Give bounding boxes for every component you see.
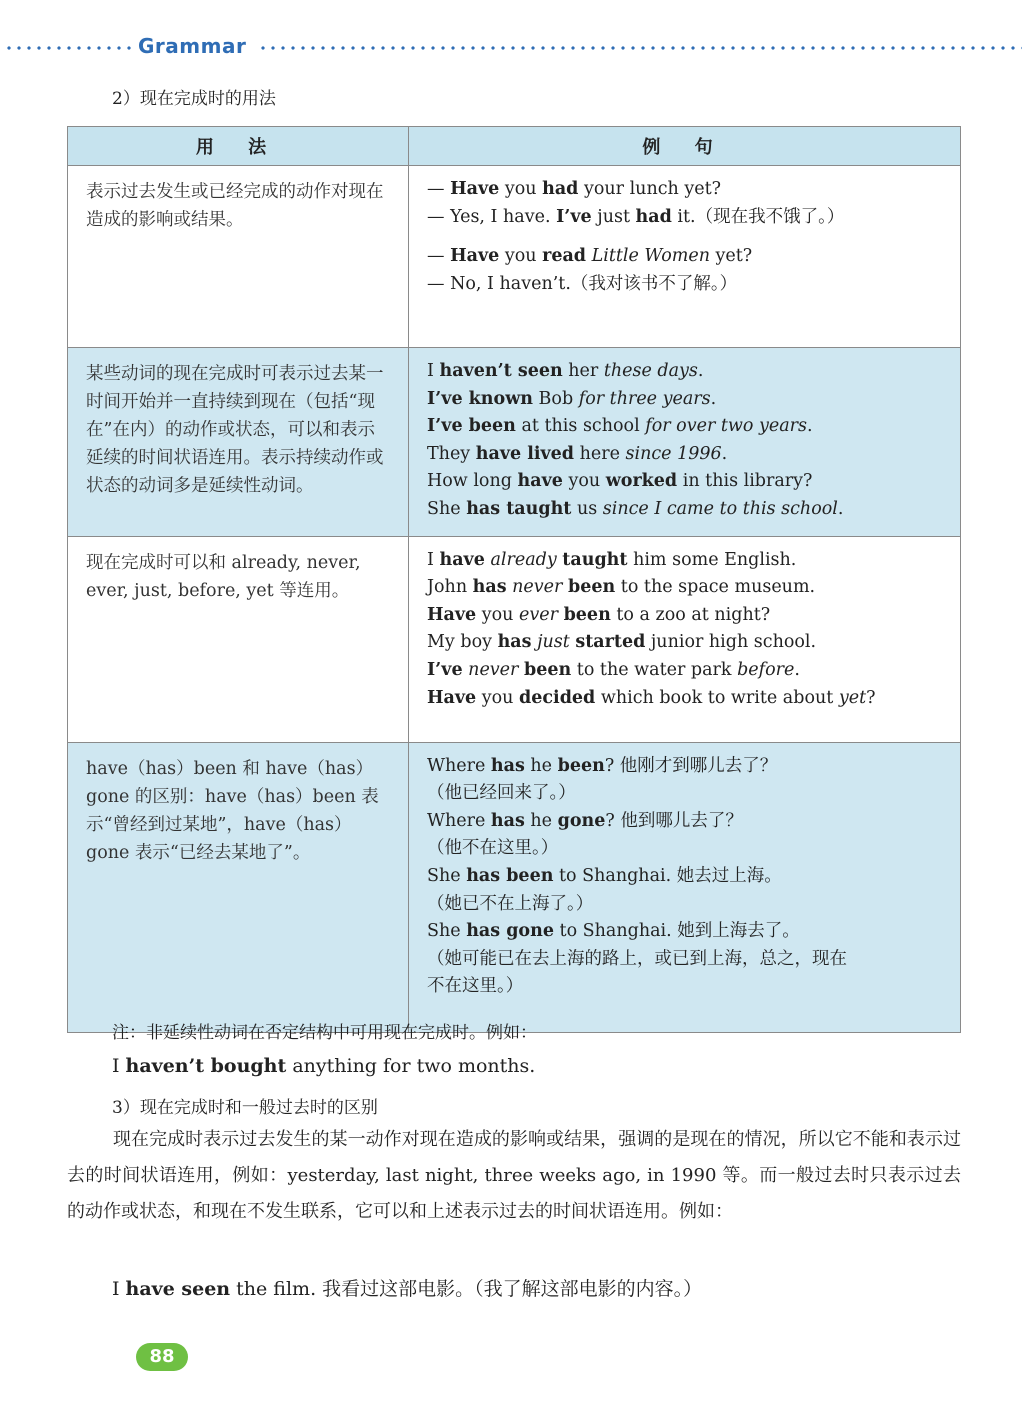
examples-cell bbox=[409, 537, 960, 725]
page-number-badge: 88 bbox=[136, 1343, 188, 1371]
example-line: （他已经回来了。） bbox=[427, 783, 576, 804]
header-usage: 用 法 bbox=[68, 127, 409, 166]
grammar-table bbox=[67, 126, 961, 1033]
examples-cell bbox=[409, 348, 960, 536]
example-line: My boy has just started junior high school. bbox=[427, 632, 817, 653]
example-line: I’ve known Bob for three years. bbox=[427, 388, 717, 409]
usage-text: 现在完成时可以和 already, never, ever, just, before, yet 等连用。 bbox=[86, 552, 361, 601]
example-sentence-2: I have seen the film. 我看过这部电影。（我了解这部电影的内容。） bbox=[112, 1278, 703, 1300]
example-line: — Have you read Little Women yet? bbox=[427, 246, 753, 267]
page-header bbox=[0, 30, 1024, 66]
header-dots-right bbox=[258, 46, 1022, 50]
example-line: I haven’t seen her these days. bbox=[427, 361, 704, 381]
table-row bbox=[68, 742, 961, 1032]
example-line: I’ve been at this school for over two years. bbox=[427, 416, 813, 437]
table-row bbox=[68, 166, 961, 348]
table-row bbox=[68, 348, 961, 537]
example-line: （她已不在上海了。） bbox=[427, 893, 594, 914]
example-line: I have already taught him some English. bbox=[427, 549, 797, 570]
example-line: — Yes, I have. I’ve just had it.（现在我不饿了。） bbox=[427, 206, 845, 227]
example-line: 不在这里。） bbox=[427, 976, 524, 997]
explanation-paragraph: 现在完成时表示过去发生的某一动作对现在造成的影响或结果，强调的是现在的情况，所以它不能和表示过去的时间状语连用，例如：yesterday, last night, three weeks ago, in 1990 等。而一般过去时只表示过去的动作或状态，和现在不发生联系，它可以和上述表示过去的时间状语连用。例如： bbox=[67, 1129, 961, 1222]
example-line: How long have you worked in this library? bbox=[427, 471, 813, 492]
examples-cell bbox=[409, 743, 960, 1013]
example-line: Have you decided which book to write about yet? bbox=[427, 687, 876, 708]
section-3-title: 3）现在完成时和一般过去时的区别 bbox=[112, 1098, 378, 1118]
example-line: She has been to Shanghai. 她去过上海。 bbox=[427, 865, 782, 886]
example-line: Have you ever been to a zoo at night? bbox=[427, 604, 771, 625]
example-line: They have lived here since 1996. bbox=[427, 443, 728, 464]
example-line: Where has he gone? 他到哪儿去了？ bbox=[427, 810, 743, 831]
header-dots-left bbox=[4, 46, 134, 50]
examples-cell bbox=[409, 166, 960, 310]
usage-text: 表示过去发生或已经完成的动作对现在造成的影响或结果。 bbox=[86, 182, 384, 230]
example-line: I’ve never been to the water park before. bbox=[427, 659, 800, 680]
usage-text: 某些动词的现在完成时可表示过去某一时间开始并一直持续到现在（包括“现在”在内）的动作或状态，可以和表示延续的时间状语连用。表示持续动作或状态的动词多是延续性动词。 bbox=[86, 364, 384, 496]
spacer bbox=[427, 231, 946, 243]
example-line: She has gone to Shanghai. 她到上海去了。 bbox=[427, 921, 800, 942]
example-sentence-1: I haven’t bought anything for two months. bbox=[112, 1055, 536, 1077]
header-title: Grammar bbox=[138, 34, 247, 58]
note-text: 注：非延续性动词在否定结构中可用现在完成时。例如： bbox=[112, 1023, 537, 1043]
header-examples: 例 句 bbox=[409, 127, 961, 166]
usage-text: have（has）been 和 have（has）gone 的区别：have（has）been 表示“曾经到过某地”，have（has）gone 表示“已经去某地了”。 bbox=[86, 758, 379, 863]
example-line: — No, I haven’t.（我对该书不了解。） bbox=[427, 273, 738, 294]
example-line: （她可能已在去上海的路上，或已到上海，总之，现在 bbox=[427, 948, 847, 969]
example-line: John has never been to the space museum. bbox=[427, 577, 816, 598]
example-line: Where has he been? 他刚才到哪儿去了？ bbox=[427, 755, 778, 776]
table-header-row bbox=[68, 127, 961, 166]
section-2-title: 2）现在完成时的用法 bbox=[112, 89, 276, 109]
example-line: She has taught us since I came to this school. bbox=[427, 498, 844, 519]
example-line: — Have you had your lunch yet? bbox=[427, 179, 722, 199]
example-line: （他不在这里。） bbox=[427, 838, 559, 859]
table-row bbox=[68, 536, 961, 742]
